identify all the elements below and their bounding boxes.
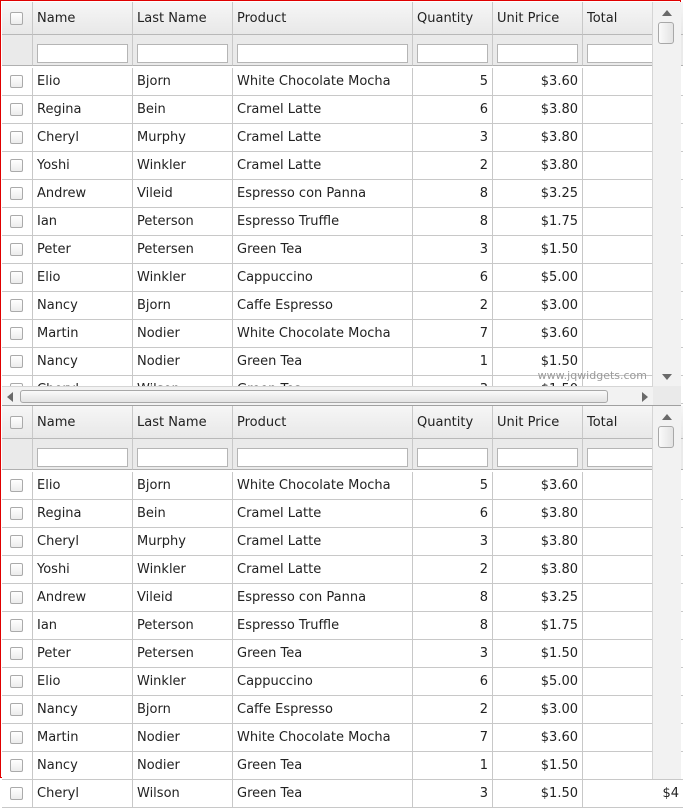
row-checkbox[interactable] xyxy=(10,675,23,688)
table-cell: 3 xyxy=(413,236,493,264)
table-cell: $1.50 xyxy=(493,640,583,668)
table-cell: Nancy xyxy=(33,752,133,780)
row-select-cell[interactable] xyxy=(2,556,33,584)
table-cell: Bjorn xyxy=(133,292,233,320)
table-cell: Murphy xyxy=(133,124,233,152)
table-cell: Ian xyxy=(33,208,133,236)
row-select-cell[interactable] xyxy=(2,264,33,292)
table-cell: Bjorn xyxy=(133,472,233,500)
table-row[interactable] xyxy=(2,612,682,640)
row-checkbox[interactable] xyxy=(10,187,23,200)
table-cell: $3.25 xyxy=(493,584,583,612)
table-cell: Cramel Latte xyxy=(233,152,413,180)
table-cell: 3 xyxy=(413,780,493,808)
table-row[interactable] xyxy=(2,668,682,696)
table-cell: White Chocolate Mocha xyxy=(233,472,413,500)
table-cell: Caffe Espresso xyxy=(233,696,413,724)
filter-input-name[interactable] xyxy=(37,44,128,63)
table-cell: 6 xyxy=(413,500,493,528)
table-row[interactable] xyxy=(2,264,682,292)
vertical-scrollbar[interactable] xyxy=(652,2,681,386)
filter-cell xyxy=(493,439,583,470)
column-header-unit-price[interactable]: Unit Price xyxy=(493,2,583,35)
table-cell: $1.75 xyxy=(493,208,583,236)
vertical-scroll-thumb[interactable] xyxy=(658,426,674,448)
column-header-total[interactable]: Total xyxy=(583,2,683,35)
row-select-cell[interactable] xyxy=(2,752,33,780)
table-cell: $3.60 xyxy=(493,320,583,348)
row-select-cell[interactable] xyxy=(2,528,33,556)
row-select-cell[interactable] xyxy=(2,68,33,96)
data-grid-bottom xyxy=(2,405,681,801)
column-header-name[interactable]: Name xyxy=(33,406,133,439)
table-cell: 7 xyxy=(413,320,493,348)
row-select-cell[interactable] xyxy=(2,152,33,180)
filter-input-name[interactable] xyxy=(37,448,128,467)
table-cell: 3 xyxy=(413,640,493,668)
row-checkbox[interactable] xyxy=(10,131,23,144)
scroll-down-icon[interactable] xyxy=(662,374,672,380)
table-cell: White Chocolate Mocha xyxy=(233,724,413,752)
table-row[interactable] xyxy=(2,292,682,320)
row-select-cell[interactable] xyxy=(2,236,33,264)
vertical-scroll-thumb[interactable] xyxy=(658,22,674,44)
row-select-cell[interactable] xyxy=(2,208,33,236)
table-row[interactable] xyxy=(2,180,682,208)
row-checkbox[interactable] xyxy=(10,159,23,172)
scroll-up-icon[interactable] xyxy=(662,414,672,420)
table-cell: Cramel Latte xyxy=(233,528,413,556)
table-cell: Peter xyxy=(33,236,133,264)
table-cell: Green Tea xyxy=(233,752,413,780)
row-checkbox[interactable] xyxy=(10,299,23,312)
table-cell: $1.50 xyxy=(493,780,583,808)
select-all-checkbox[interactable] xyxy=(10,12,23,25)
table-cell: Regina xyxy=(33,500,133,528)
row-select-cell[interactable] xyxy=(2,348,33,376)
table-cell: 8 xyxy=(413,208,493,236)
column-header-last-name[interactable]: Last Name xyxy=(133,2,233,35)
table-cell: Green Tea xyxy=(233,780,413,808)
filter-input-quantity[interactable] xyxy=(417,448,488,467)
filter-cell xyxy=(233,35,413,66)
grid-viewport xyxy=(2,406,679,801)
filter-row xyxy=(2,439,682,470)
select-all-cell[interactable] xyxy=(2,406,33,439)
row-select-cell[interactable] xyxy=(2,584,33,612)
row-checkbox[interactable] xyxy=(10,563,23,576)
table-cell: Elio xyxy=(33,668,133,696)
table-cell: $3.80 xyxy=(493,124,583,152)
table-cell: Vileid xyxy=(133,584,233,612)
filter-cell xyxy=(233,439,413,470)
filter-cell xyxy=(33,439,133,470)
filter-cell xyxy=(33,35,133,66)
table-cell: Vileid xyxy=(133,180,233,208)
column-header-quantity[interactable]: Quantity xyxy=(413,2,493,35)
table-cell: 2 xyxy=(413,292,493,320)
row-checkbox[interactable] xyxy=(10,507,23,520)
table-row[interactable] xyxy=(2,124,682,152)
row-checkbox[interactable] xyxy=(10,787,23,800)
table-cell: $3.00 xyxy=(493,292,583,320)
row-select-cell[interactable] xyxy=(2,180,33,208)
table-cell: Espresso con Panna xyxy=(233,584,413,612)
select-all-checkbox[interactable] xyxy=(10,416,23,429)
table-cell: Peterson xyxy=(133,612,233,640)
filter-input-quantity[interactable] xyxy=(417,44,488,63)
table-cell: $1.50 xyxy=(493,236,583,264)
table-cell: 2 xyxy=(413,556,493,584)
table-cell: Andrew xyxy=(33,180,133,208)
table-cell: 8 xyxy=(413,180,493,208)
filter-input-unit-price[interactable] xyxy=(497,44,578,63)
row-select-cell[interactable] xyxy=(2,292,33,320)
filter-cell xyxy=(493,35,583,66)
table-row[interactable] xyxy=(2,528,682,556)
row-checkbox[interactable] xyxy=(10,215,23,228)
table-cell: Espresso Truffle xyxy=(233,208,413,236)
table-cell: 3 xyxy=(413,124,493,152)
row-select-cell[interactable] xyxy=(2,724,33,752)
row-checkbox[interactable] xyxy=(10,75,23,88)
header-row xyxy=(2,2,682,35)
table-cell: 6 xyxy=(413,264,493,292)
table-row[interactable] xyxy=(2,472,682,500)
table-cell: Cramel Latte xyxy=(233,124,413,152)
table-row[interactable] xyxy=(2,96,682,124)
column-header-quantity[interactable]: Quantity xyxy=(413,406,493,439)
row-checkbox[interactable] xyxy=(10,619,23,632)
filter-cell xyxy=(413,439,493,470)
table-cell: Elio xyxy=(33,264,133,292)
table-cell: Regina xyxy=(33,96,133,124)
row-select-cell[interactable] xyxy=(2,320,33,348)
table-row[interactable] xyxy=(2,584,682,612)
table-cell: 6 xyxy=(413,96,493,124)
table-cell: Wilson xyxy=(133,780,233,808)
column-header-product[interactable]: Product xyxy=(233,406,413,439)
table-cell: Martin xyxy=(33,724,133,752)
table-cell: Bein xyxy=(133,96,233,124)
column-header-product[interactable]: Product xyxy=(233,2,413,35)
row-checkbox[interactable] xyxy=(10,243,23,256)
table-cell: Cheryl xyxy=(33,528,133,556)
table-cell: Cramel Latte xyxy=(233,500,413,528)
table-cell: White Chocolate Mocha xyxy=(233,320,413,348)
filter-input-product[interactable] xyxy=(237,448,408,467)
table-cell: $3.80 xyxy=(493,152,583,180)
table-cell: Caffe Espresso xyxy=(233,292,413,320)
filter-input-last-name[interactable] xyxy=(137,44,228,63)
row-checkbox[interactable] xyxy=(10,327,23,340)
table-cell: Nancy xyxy=(33,292,133,320)
table-cell: $3.80 xyxy=(493,96,583,124)
data-grid-top xyxy=(2,2,681,405)
scrollbar-corner xyxy=(653,386,681,405)
table-cell: Cheryl xyxy=(33,780,133,808)
table-cell: 6 xyxy=(413,668,493,696)
table-cell: $3.60 xyxy=(493,724,583,752)
table-cell: $3.80 xyxy=(493,500,583,528)
table-cell: $5.00 xyxy=(493,264,583,292)
table-cell: White Chocolate Mocha xyxy=(233,68,413,96)
table-cell: $5.00 xyxy=(493,668,583,696)
filter-cell xyxy=(133,35,233,66)
column-header-last-name[interactable]: Last Name xyxy=(133,406,233,439)
column-header-name[interactable]: Name xyxy=(33,2,133,35)
vertical-scrollbar[interactable] xyxy=(652,406,681,779)
table-cell: Green Tea xyxy=(233,236,413,264)
row-select-cell[interactable] xyxy=(2,640,33,668)
table-cell: Peterson xyxy=(133,208,233,236)
header-row xyxy=(2,406,682,439)
scroll-left-icon[interactable] xyxy=(7,392,13,402)
table-cell: $3.60 xyxy=(493,472,583,500)
scroll-up-icon[interactable] xyxy=(662,10,672,16)
table-cell: Bjorn xyxy=(133,68,233,96)
table-cell: 8 xyxy=(413,612,493,640)
table-cell: Petersen xyxy=(133,236,233,264)
table-cell: Ian xyxy=(33,612,133,640)
filter-input-unit-price[interactable] xyxy=(497,448,578,467)
table-cell: 1 xyxy=(413,752,493,780)
row-select-cell[interactable] xyxy=(2,668,33,696)
scroll-right-icon[interactable] xyxy=(642,392,648,402)
table-cell: Cramel Latte xyxy=(233,556,413,584)
table-cell: Elio xyxy=(33,472,133,500)
row-checkbox[interactable] xyxy=(10,759,23,772)
filter-cell xyxy=(413,35,493,66)
row-checkbox[interactable] xyxy=(10,271,23,284)
row-checkbox[interactable] xyxy=(10,103,23,116)
row-select-cell[interactable] xyxy=(2,124,33,152)
row-checkbox[interactable] xyxy=(10,479,23,492)
filter-row xyxy=(2,35,682,66)
table-cell: 3 xyxy=(413,528,493,556)
table-cell: Nancy xyxy=(33,696,133,724)
table-cell: Winkler xyxy=(133,556,233,584)
row-checkbox[interactable] xyxy=(10,355,23,368)
row-checkbox[interactable] xyxy=(10,703,23,716)
row-checkbox[interactable] xyxy=(10,591,23,604)
table-cell: 2 xyxy=(413,696,493,724)
row-select-cell[interactable] xyxy=(2,472,33,500)
table-row[interactable] xyxy=(2,236,682,264)
table-row[interactable] xyxy=(2,68,682,96)
table-cell: Bein xyxy=(133,500,233,528)
table-cell: Peter xyxy=(33,640,133,668)
column-header-total[interactable]: Total xyxy=(583,406,683,439)
filter-input-last-name[interactable] xyxy=(137,448,228,467)
table-cell: Espresso Truffle xyxy=(233,612,413,640)
table-cell: $1.50 xyxy=(493,348,583,376)
watermark-text: www.jqwidgets.com xyxy=(537,369,647,382)
row-checkbox[interactable] xyxy=(10,647,23,660)
table-cell: 1 xyxy=(413,348,493,376)
table-cell: $4 xyxy=(583,780,683,808)
table-cell: Nodier xyxy=(133,348,233,376)
table-cell: $3.80 xyxy=(493,556,583,584)
row-checkbox[interactable] xyxy=(10,535,23,548)
table-cell: Nodier xyxy=(133,724,233,752)
table-cell: Andrew xyxy=(33,584,133,612)
table-cell: Cramel Latte xyxy=(233,96,413,124)
table-cell: Winkler xyxy=(133,152,233,180)
table-cell: $1.50 xyxy=(493,752,583,780)
table-cell: Cappuccino xyxy=(233,264,413,292)
table-cell: $3.60 xyxy=(493,68,583,96)
filter-spacer xyxy=(2,439,33,470)
table-row[interactable] xyxy=(2,780,682,808)
table-row[interactable] xyxy=(2,752,682,780)
table-cell: Winkler xyxy=(133,264,233,292)
table-cell: 7 xyxy=(413,724,493,752)
filter-spacer xyxy=(2,35,33,66)
table-cell: Yoshi xyxy=(33,556,133,584)
table-cell: Martin xyxy=(33,320,133,348)
row-checkbox[interactable] xyxy=(10,731,23,744)
table-cell: 5 xyxy=(413,68,493,96)
table-row[interactable] xyxy=(2,724,682,752)
table-cell: $1.75 xyxy=(493,612,583,640)
select-all-cell[interactable] xyxy=(2,2,33,35)
filter-cell xyxy=(133,439,233,470)
table-cell: Elio xyxy=(33,68,133,96)
table-row[interactable] xyxy=(2,152,682,180)
table-cell: 2 xyxy=(413,152,493,180)
table-row[interactable] xyxy=(2,208,682,236)
table-cell: Nancy xyxy=(33,348,133,376)
table-cell: 5 xyxy=(413,472,493,500)
row-select-cell[interactable] xyxy=(2,780,33,808)
table-cell: $3.00 xyxy=(493,696,583,724)
row-select-cell[interactable] xyxy=(2,96,33,124)
table-cell: Espresso con Panna xyxy=(233,180,413,208)
column-header-unit-price[interactable]: Unit Price xyxy=(493,406,583,439)
table-cell: Winkler xyxy=(133,668,233,696)
table-row[interactable] xyxy=(2,696,682,724)
table-cell: Green Tea xyxy=(233,640,413,668)
row-select-cell[interactable] xyxy=(2,500,33,528)
row-select-cell[interactable] xyxy=(2,612,33,640)
horizontal-scrollbar[interactable] xyxy=(2,386,653,406)
table-cell: Green Tea xyxy=(233,348,413,376)
table-cell: Petersen xyxy=(133,640,233,668)
table-row[interactable] xyxy=(2,556,682,584)
table-cell: Yoshi xyxy=(33,152,133,180)
table-cell: $3.25 xyxy=(493,180,583,208)
table-cell: Nodier xyxy=(133,320,233,348)
table-row[interactable] xyxy=(2,500,682,528)
table-cell: Cappuccino xyxy=(233,668,413,696)
table-cell: 8 xyxy=(413,584,493,612)
table-row[interactable] xyxy=(2,320,682,348)
table-cell: Murphy xyxy=(133,528,233,556)
grid-viewport xyxy=(2,2,653,386)
table-cell: $3.80 xyxy=(493,528,583,556)
filter-input-product[interactable] xyxy=(237,44,408,63)
horizontal-scroll-thumb[interactable] xyxy=(20,390,608,403)
table-row[interactable] xyxy=(2,640,682,668)
row-select-cell[interactable] xyxy=(2,696,33,724)
table-cell: Nodier xyxy=(133,752,233,780)
table-cell: Cheryl xyxy=(33,124,133,152)
table-cell: Bjorn xyxy=(133,696,233,724)
